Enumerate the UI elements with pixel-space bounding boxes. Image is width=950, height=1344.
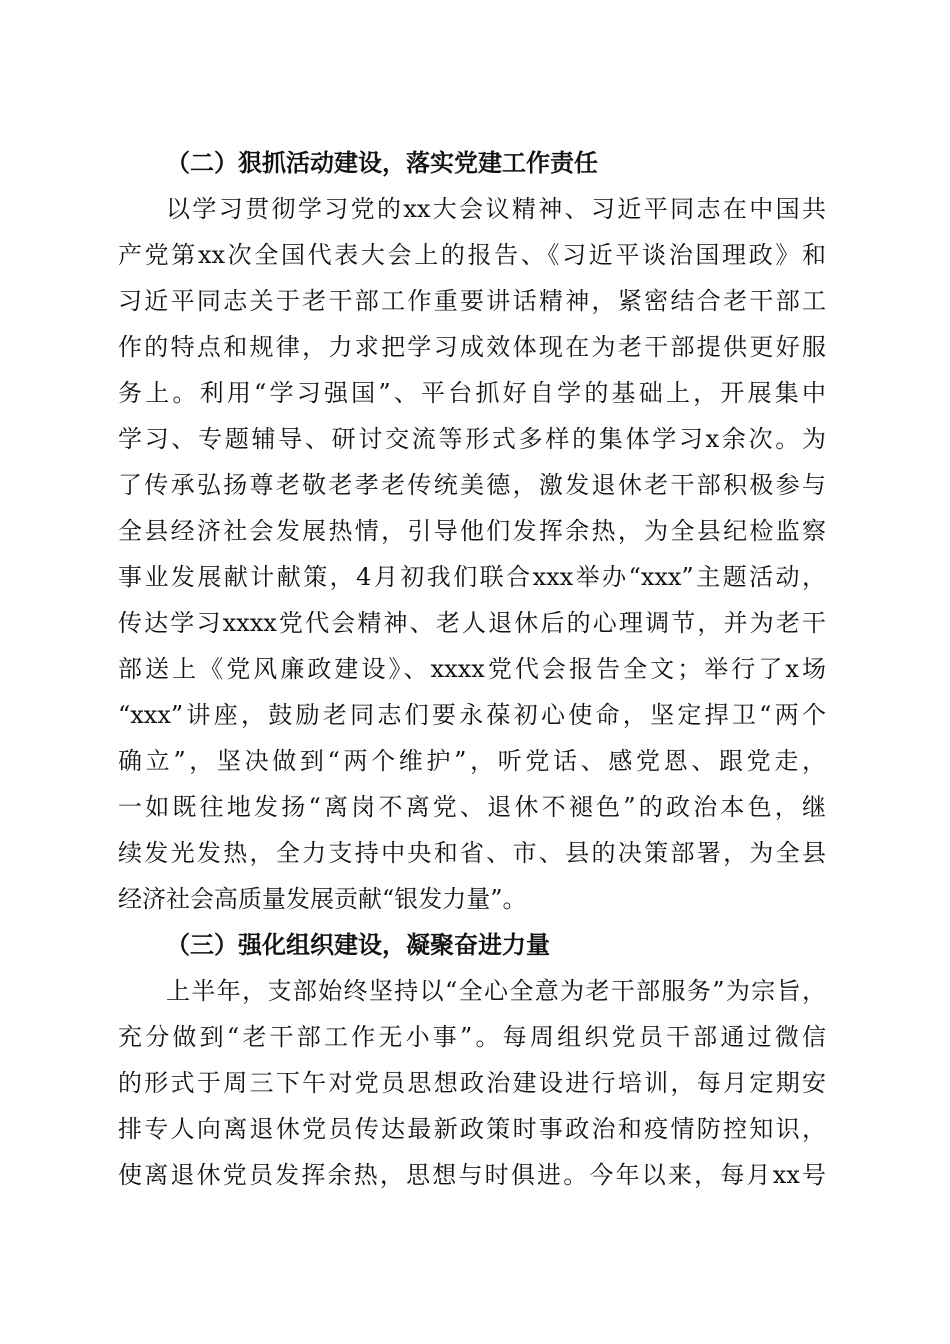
paragraph-line: 习近平同志关于老干部工作重要讲话精神，紧密结合老干部工 bbox=[118, 287, 826, 315]
section-heading-2: （二）狠抓活动建设，落实党建工作责任 bbox=[166, 148, 598, 177]
section-paragraph-3 bbox=[118, 968, 826, 1198]
paragraph-line: 充分做到“老干部工作无小事”。每周组织党员干部通过微信 bbox=[118, 1023, 826, 1051]
paragraph-line: 上半年，支部始终坚持以“全心全意为老干部服务”为宗旨， bbox=[166, 977, 826, 1005]
paragraph-line: 部送上《党风廉政建设》、xxxx党代会报告全文；举行了x场 bbox=[118, 655, 826, 683]
paragraph-line: 产党第xx次全国代表大会上的报告、《习近平谈治国理政》和 bbox=[118, 241, 826, 269]
paragraph-line: 使离退休党员发挥余热，思想与时俱进。今年以来，每月xx号 bbox=[118, 1161, 826, 1189]
paragraph-line: 一如既往地发扬“离岗不离党、退休不褪色”的政治本色，继 bbox=[118, 793, 826, 821]
paragraph-line: 确立”，坚决做到“两个维护”，听党话、感党恩、跟党走， bbox=[118, 747, 826, 775]
paragraph-line: 续发光发热，全力支持中央和省、市、县的决策部署，为全县 bbox=[118, 839, 826, 867]
paragraph-line: 事业发展献计献策，4月初我们联合xxx举办“xxx”主题活动， bbox=[118, 563, 826, 591]
paragraph-line: 全县经济社会发展热情，引导他们发挥余热，为全县纪检监察 bbox=[118, 517, 826, 545]
paragraph-line: 作的特点和规律，力求把学习成效体现在为老干部提供更好服 bbox=[118, 333, 826, 361]
paragraph-line: 经济社会高质量发展贡献“银发力量”。 bbox=[118, 885, 527, 913]
paragraph-line: 排专人向离退休党员传达最新政策时事政治和疫情防控知识， bbox=[118, 1115, 826, 1143]
paragraph-line: “xxx”讲座，鼓励老同志们要永葆初心使命，坚定捍卫“两个 bbox=[118, 701, 826, 729]
section-heading-3: （三）强化组织建设，凝聚奋进力量 bbox=[166, 930, 550, 959]
section-paragraph-2 bbox=[118, 186, 826, 922]
paragraph-line: 传达学习xxxx党代会精神、老人退休后的心理调节，并为老干 bbox=[118, 609, 826, 637]
paragraph-line: 务上。利用“学习强国”、平台抓好自学的基础上，开展集中 bbox=[118, 379, 826, 407]
paragraph-line: 了传承弘扬尊老敬老孝老传统美德，激发退休老干部积极参与 bbox=[118, 471, 826, 499]
paragraph-line: 以学习贯彻学习党的xx大会议精神、习近平同志在中国共 bbox=[166, 195, 826, 223]
paragraph-line: 学习、专题辅导、研讨交流等形式多样的集体学习x余次。为 bbox=[118, 425, 826, 453]
document-body bbox=[118, 140, 826, 1198]
paragraph-line: 的形式于周三下午对党员思想政治建设进行培训，每月定期安 bbox=[118, 1069, 826, 1097]
